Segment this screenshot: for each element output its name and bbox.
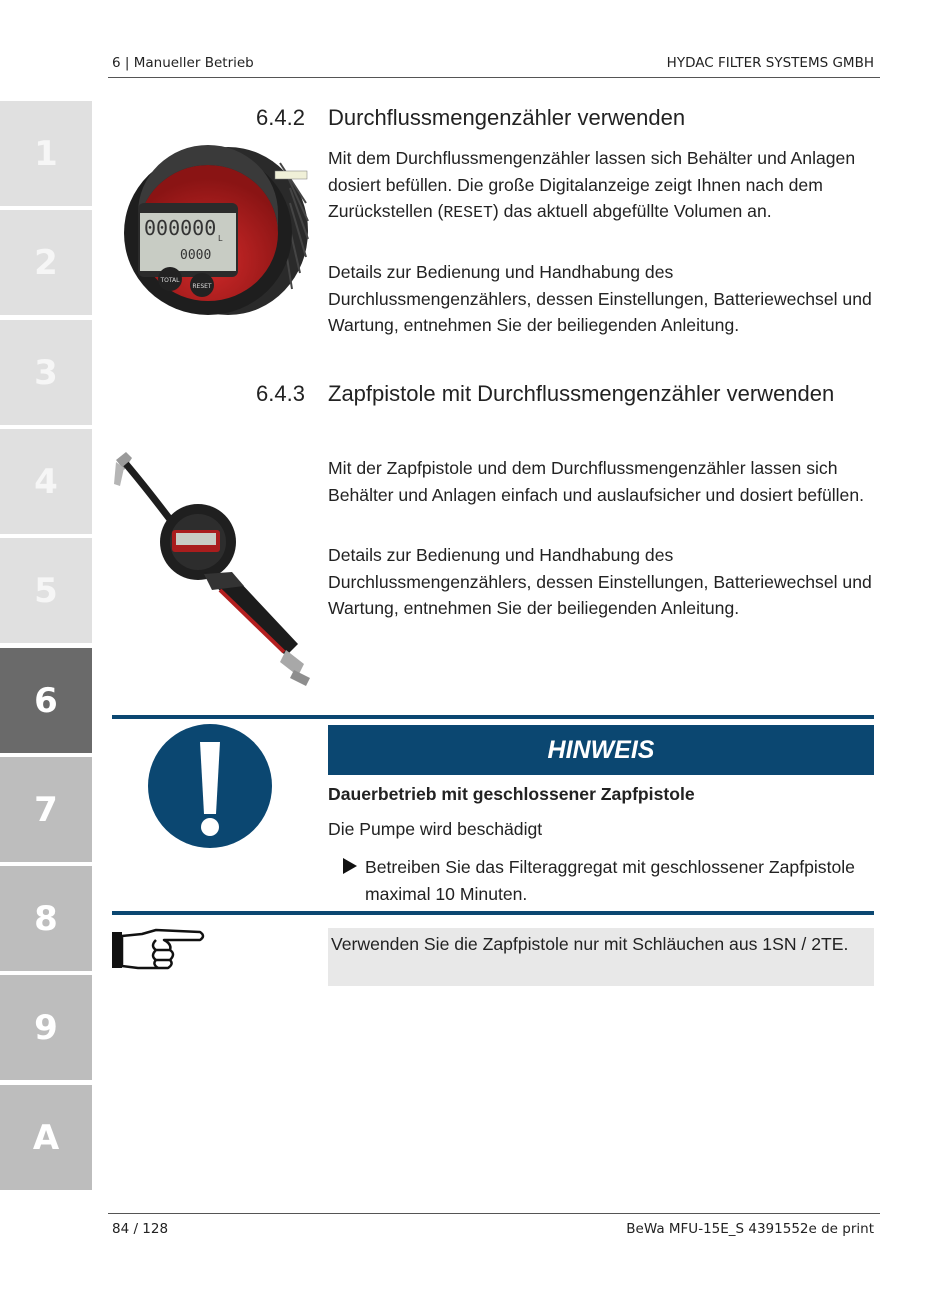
play-arrow-icon	[343, 858, 357, 874]
flow-meter-image	[110, 143, 312, 319]
meter-total-label: TOTAL	[160, 277, 180, 284]
footer-page-number: 84 / 128	[112, 1221, 169, 1237]
reset-code: RESET	[443, 203, 493, 222]
notice-top-rule	[112, 715, 874, 719]
section-643-paragraph-2: Details zur Bedienung und Handhabung des Durchlussmengenzählers, dessen Einstellungen, Batteriewechsel und Wartung, entnehmen Sie der beiliegenden Anleitung.	[328, 545, 872, 618]
notice-title: Dauerbetrieb mit geschlossener Zapfpistole	[328, 784, 695, 804]
section-642-paragraph-1: Mit dem Durchflussmengenzähler lassen sich Behälter und Anlagen dosiert befüllen. Die große Digitalanzeige zeigt Ihnen nach dem Zurückstellen (RESET) das aktuell abgefüllte Volumen an.	[328, 148, 856, 222]
footer-document-id: BeWa MFU-15E_S 4391552e de print	[626, 1221, 874, 1237]
chapter-tab-5[interactable]: 5	[0, 538, 92, 643]
chapter-tab-6[interactable]: 6	[0, 648, 92, 753]
exclamation-icon	[148, 724, 272, 848]
footer-rule	[108, 1213, 880, 1214]
svg-text:0000: 0000	[180, 248, 212, 263]
section-title-642: Durchflussmengenzähler verwenden	[328, 105, 686, 130]
notice-consequence: Die Pumpe wird beschädigt	[328, 819, 543, 839]
meter-reset-label: RESET	[192, 283, 212, 290]
meter-display-digits: 000000	[144, 216, 217, 240]
chapter-tab-1[interactable]: 1	[0, 101, 92, 206]
meter-display-unit: L	[218, 234, 223, 243]
section-642-paragraph-2: Details zur Bedienung und Handhabung des Durchlussmengenzählers, dessen Einstellungen, Batteriewechsel und Wartung, entnehmen Sie der beiliegenden Anleitung.	[328, 262, 872, 335]
notice-bottom-rule	[112, 911, 874, 915]
notice-action: Betreiben Sie das Filteraggregat mit geschlossener Zapfpistole maximal 10 Minuten.	[365, 857, 855, 904]
chapter-tab-3[interactable]: 3	[0, 320, 92, 425]
section-number-642: 6.4.2	[256, 105, 305, 130]
chapter-tab-4[interactable]: 4	[0, 429, 92, 534]
section-title-643: Zapfpistole mit Durchflussmengenzähler verwenden	[328, 381, 835, 406]
chapter-tab-8[interactable]: 8	[0, 866, 92, 971]
chapter-tab-7[interactable]: 7	[0, 757, 92, 862]
tip-text: Verwenden Sie die Zapfpistole nur mit Schläuchen aus 1SN / 2TE.	[331, 934, 849, 954]
header-rule	[108, 77, 880, 78]
section-643-paragraph-1: Mit der Zapfpistole und dem Durchflussmengenzähler lassen sich Behälter und Anlagen einfach und auslaufsicher und dosiert befüllen.	[328, 458, 865, 505]
chapter-tab-2[interactable]: 2	[0, 210, 92, 315]
header-company: HYDAC FILTER SYSTEMS GMBH	[666, 55, 874, 71]
chapter-tab-9[interactable]: 9	[0, 975, 92, 1080]
section-number-643: 6.4.3	[256, 381, 305, 406]
notice-heading: HINWEIS	[328, 725, 874, 775]
fuel-nozzle-image	[108, 450, 314, 688]
pointing-hand-icon	[112, 928, 208, 972]
chapter-tab-a[interactable]: A	[0, 1085, 92, 1190]
header-chapter: 6 | Manueller Betrieb	[112, 55, 254, 71]
